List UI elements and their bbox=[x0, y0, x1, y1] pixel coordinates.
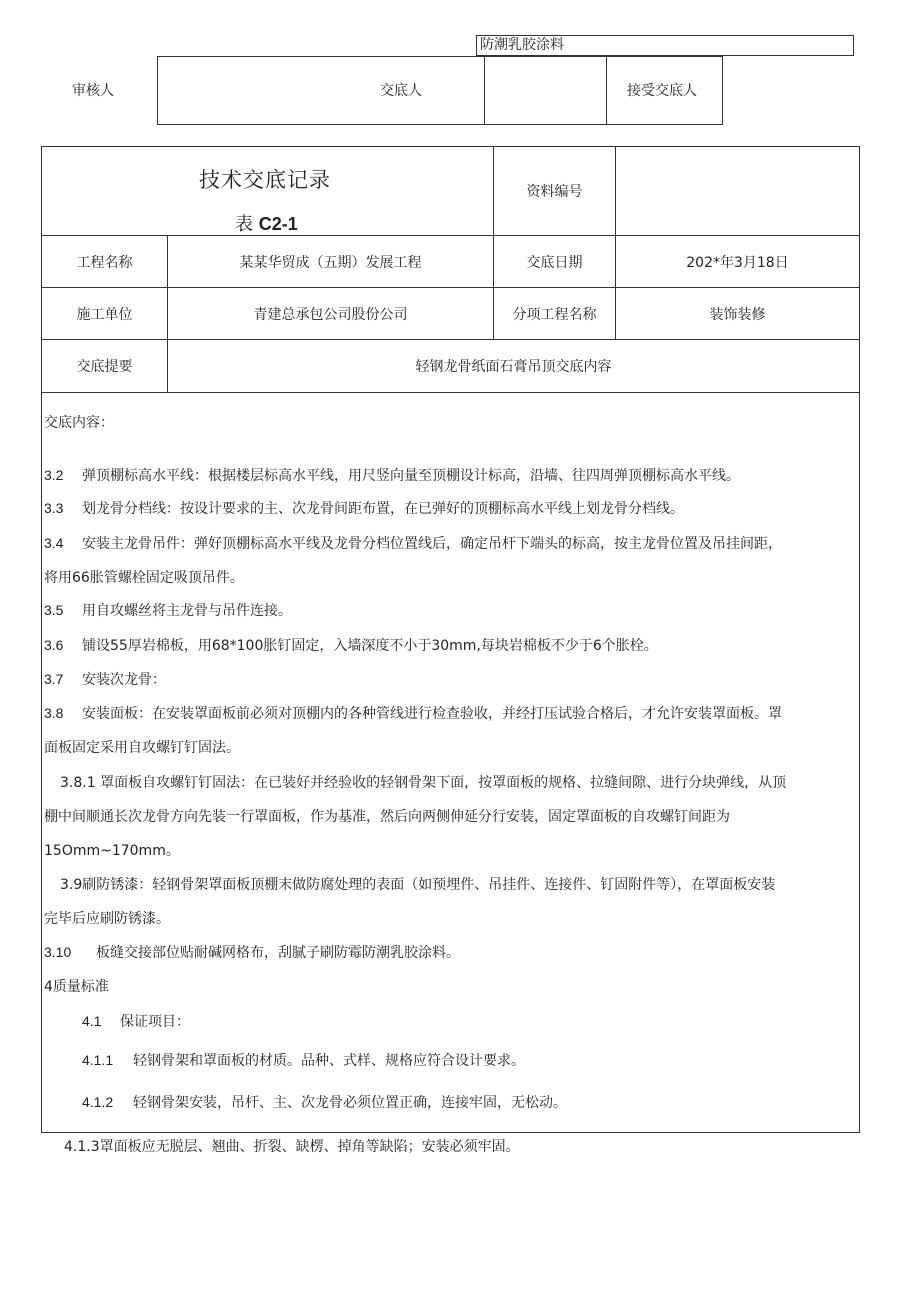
list-item-continued: 完毕后应刷防锈漆。 bbox=[44, 911, 170, 927]
quality-heading: 4质量标准 bbox=[44, 979, 109, 995]
table-title: 技术交底记录 bbox=[199, 168, 331, 192]
list-item-continued: 15Omm~170mm。 bbox=[44, 843, 180, 859]
list-item: 3.8 安装面板：在安装罩面板前必须对顶棚内的各种管线进行检查验收，并经打压试验合格后，才允许安装罩面板。罩 bbox=[44, 705, 782, 722]
list-item: 4.1.2 轻钢骨架安装，吊杆、主、次龙骨必须位置正确，连接牢固，无松动。 bbox=[82, 1094, 567, 1111]
list-item-continued: 棚中间顺通长次龙骨方向先装一行罩面板，作为基准，然后向两侧伸延分行安装，固定罩面板的自攻螺钉间距为 bbox=[44, 809, 730, 825]
list-item: 4.1.1 轻钢骨架和罩面板的材质。品种、式样、规格应符合设计要求。 bbox=[82, 1052, 525, 1069]
unit-value: 青建总承包公司股份公司 bbox=[253, 306, 408, 323]
content-heading: 交底内容： bbox=[44, 415, 114, 431]
list-item-continued: 将用66胀管螺栓固定吸顶吊件。 bbox=[44, 570, 244, 586]
receiver-label: 接受交底人 bbox=[627, 83, 697, 99]
list-item: 3.3 划龙骨分档线：按设计要求的主、次龙骨间距布置，在已弹好的顶棚标高水平线上划龙骨分档线。 bbox=[44, 500, 684, 517]
summary-label: 交底提要 bbox=[76, 359, 133, 375]
summary-value: 轻钢龙骨纸面石膏吊顶交底内容 bbox=[415, 359, 612, 375]
list-item: 3.9刷防锈漆：轻钢骨架罩面板顶棚末做防腐处理的表面（如预埋件、吊挂件、连接件、钉固附件等），在罩面板安装 bbox=[60, 877, 776, 893]
doc-no-label: 资料编号 bbox=[526, 184, 583, 200]
subproject-label: 分项工程名称 bbox=[512, 306, 597, 323]
unit-label: 施工单位 bbox=[76, 306, 133, 323]
list-item: 3.10 板缝交接部位贴耐碱网格布，刮腻子刷防霉防潮乳胶涂料。 bbox=[44, 944, 460, 961]
date-value: 202*年3月18日 bbox=[686, 254, 789, 271]
list-item: 3.8.1 罩面板自攻螺钉钉固法：在已装好并经验收的轻钢骨架下面，按罩面板的规格、拉缝间隙、进行分块弹线，从顶 bbox=[60, 775, 787, 791]
list-item: 3.6 铺设55厚岩棉板，用68*100胀钉固定，入墙深度不小于30mm,每块岩棉板不少于6个胀栓。 bbox=[44, 637, 658, 654]
reviewer-label: 审核人 bbox=[72, 83, 114, 99]
form-code: 表 C2-1 bbox=[235, 214, 298, 235]
list-item-continued: 面板固定采用自攻螺钉钉固法。 bbox=[44, 740, 240, 756]
list-item: 3.5 用自攻螺丝将主龙骨与吊件连接。 bbox=[44, 602, 292, 619]
material-label: 防潮乳胶涂料 bbox=[476, 35, 854, 56]
list-item: 3.4 安装主龙骨吊件：弹好顶棚标高水平线及龙骨分档位置线后，确定吊杆下端头的标高，按主龙骨位置及吊挂间距， bbox=[44, 535, 782, 552]
subproject-value: 装饰装修 bbox=[709, 306, 766, 323]
discloser-label: 交底人 bbox=[380, 83, 422, 99]
project-label: 工程名称 bbox=[76, 254, 133, 271]
list-item: 4.1 保证项目： bbox=[82, 1013, 190, 1030]
doc-no-value bbox=[616, 147, 859, 235]
list-item: 4.1.3罩面板应无脱层、翘曲、折裂、缺楞、掉角等缺陷；安装必须牢固。 bbox=[64, 1139, 520, 1155]
list-item: 3.7 安装次龙骨： bbox=[44, 671, 166, 688]
date-label: 交底日期 bbox=[526, 254, 583, 271]
list-item: 3.2 弹顶棚标高水平线：根据楼层标高水平线，用尺竖向量至顶棚设计标高，沿墙、往四周弹顶棚标高水平线。 bbox=[44, 467, 740, 484]
project-value: 某某华贸成（五期）发展工程 bbox=[239, 254, 422, 271]
